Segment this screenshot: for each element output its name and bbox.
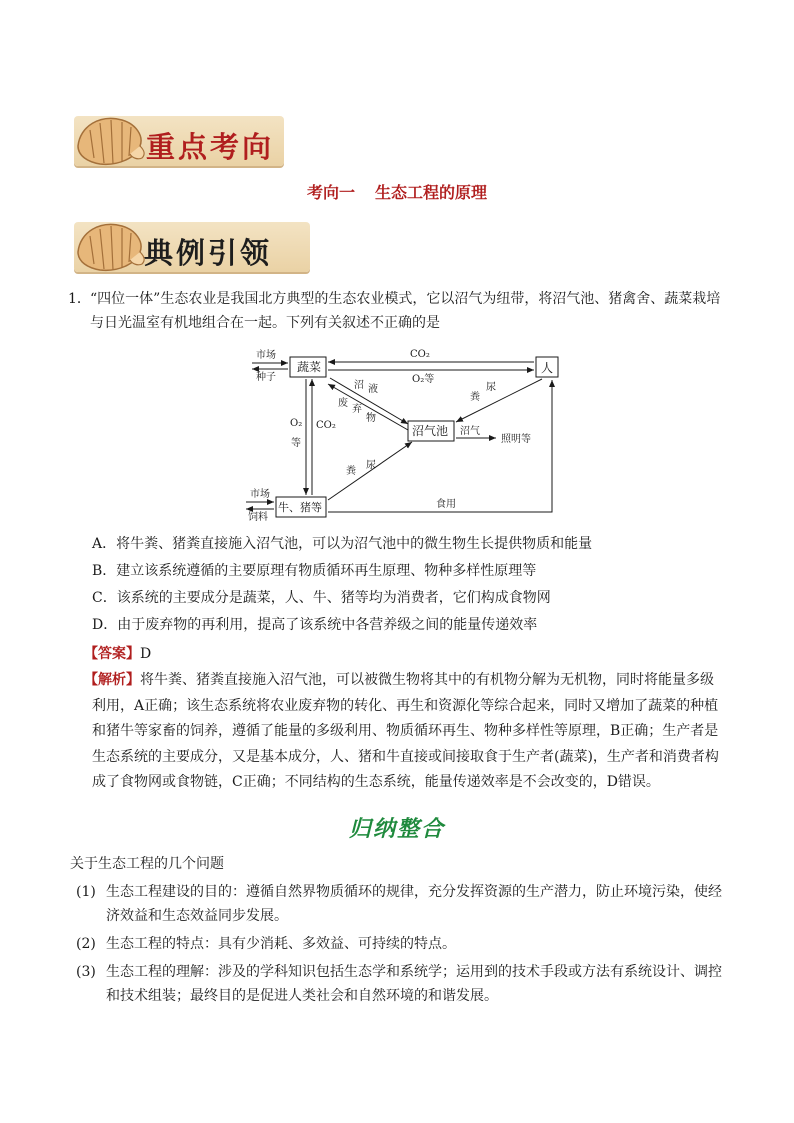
analysis-text: 将牛粪、猪粪直接施入沼气池，可以被微生物将其中的有机物分解为无机物，同时将能量多级利用，A正确；该生态系统将农业废弃物的转化、再生和资源化等综合起来，同时又增加了蔬菜的种植和猪牛等家畜的饲养，遵循了能量的多级利用、物质循环再生、物种多样性等原理，B正确；生产者是生态系统的主要成分，又是基本成分，人、猪和牛直接或间接取食于生产者(蔬菜)，生产者和消费者构成了食物网或食物链，C正确；不同结构的生态系统，能量传递效率是不会改变的，D错误。 — [92, 672, 719, 790]
eating-label: 食用 — [436, 499, 456, 510]
market-top-label: 市场 — [256, 350, 276, 361]
cattle-pig-label: 牛、猪等 — [278, 501, 322, 514]
summary-point-label: (1) — [76, 884, 96, 900]
co2-top-label: CO₂ — [410, 349, 430, 360]
summary-point-label: (2) — [76, 936, 96, 952]
answer-value: D — [140, 646, 152, 662]
question-stem — [70, 287, 730, 335]
ye-label: 液 — [368, 384, 378, 395]
conch-shell-icon — [70, 106, 150, 176]
summary-intro: 关于生态工程的几个问题 — [70, 856, 224, 872]
answer-line — [84, 642, 151, 666]
biogas-pool-label: 沼气池 — [412, 424, 449, 438]
summary-point — [76, 932, 726, 956]
summary-point-text: 生态工程的理解：涉及的学科知识包括生态学和系统学；运用到的技术手段或方法有系统设计、调控和技术组装；最终目的是促进人类社会和自然环境的和谐发展。 — [106, 964, 722, 1004]
option-c: C．该系统的主要成分是蔬菜，人、牛、猪等均为消费者，它们构成食物网 — [92, 590, 551, 606]
wu-label: 物 — [366, 413, 376, 424]
summary-title: 归纳整合 — [348, 817, 445, 842]
biogas-label: 沼气 — [460, 426, 480, 437]
feed-label: 饲料 — [248, 512, 268, 522]
summary-point — [76, 960, 726, 1008]
co2-left-label: CO₂ — [316, 420, 336, 431]
person-label: 人 — [541, 361, 554, 375]
question-text: “四位一体”生态农业是我国北方典型的生态农业模式，它以沼气为纽带，将沼气池、猪禽舍、蔬菜栽培与日光温室有机地组合在一起。下列有关叙述不正确的是 — [90, 291, 721, 331]
section-title-part1: 考向一 — [306, 183, 355, 202]
eco-agriculture-diagram — [246, 342, 576, 522]
section-title — [0, 180, 794, 203]
answer-label: 【答案】 — [84, 646, 140, 662]
question-number: 1． — [68, 291, 91, 307]
typical-example-banner — [74, 222, 310, 272]
option-b: B．建立该系统遵循的主要原理有物质循环再生原理、物种多样性原理等 — [92, 563, 537, 579]
qi-label: 弃 — [352, 404, 362, 415]
key-topics-banner — [74, 116, 284, 166]
o2-left-label: O₂ — [290, 418, 303, 429]
deng-left-label: 等 — [291, 438, 301, 449]
summary-point-text: 生态工程建设的目的：遵循自然界物质循环的规律，充分发挥资源的生产潜力，防止环境污染，使经济效益和生态效益同步发展。 — [106, 884, 722, 924]
option-a: A．将牛粪、猪粪直接施入沼气池，可以为沼气池中的微生物生长提供物质和能量 — [92, 536, 593, 552]
niao-bottom-label: 尿 — [366, 460, 376, 471]
summary-point-label: (3) — [76, 964, 96, 980]
section-title-part2: 生态工程的原理 — [375, 183, 488, 202]
banner-title: 重点考向 — [146, 130, 275, 164]
o2-etc-label: O₂等 — [412, 374, 435, 385]
market-bottom-label: 市场 — [250, 489, 270, 500]
zhao-label: 沼 — [354, 380, 364, 391]
summary-point — [76, 880, 726, 928]
fen-bottom-label: 粪 — [346, 466, 356, 477]
lighting-label: 照明等 — [501, 434, 531, 445]
vegetable-label: 蔬菜 — [297, 360, 322, 374]
fei-label: 废 — [338, 398, 348, 409]
option-d: D．由于废弃物的再利用，提高了该系统中各营养级之间的能量传递效率 — [92, 617, 538, 633]
fen-top-label: 粪 — [470, 392, 480, 403]
summary-point-text: 生态工程的特点：具有少消耗、多效益、可持续的特点。 — [106, 936, 456, 952]
analysis-label: 【解析】 — [84, 672, 140, 688]
seed-label: 种子 — [256, 372, 276, 383]
conch-shell-icon — [70, 212, 150, 282]
analysis-block — [84, 668, 724, 796]
niao-top-label: 尿 — [486, 382, 496, 393]
banner-title: 典例引领 — [144, 236, 273, 270]
